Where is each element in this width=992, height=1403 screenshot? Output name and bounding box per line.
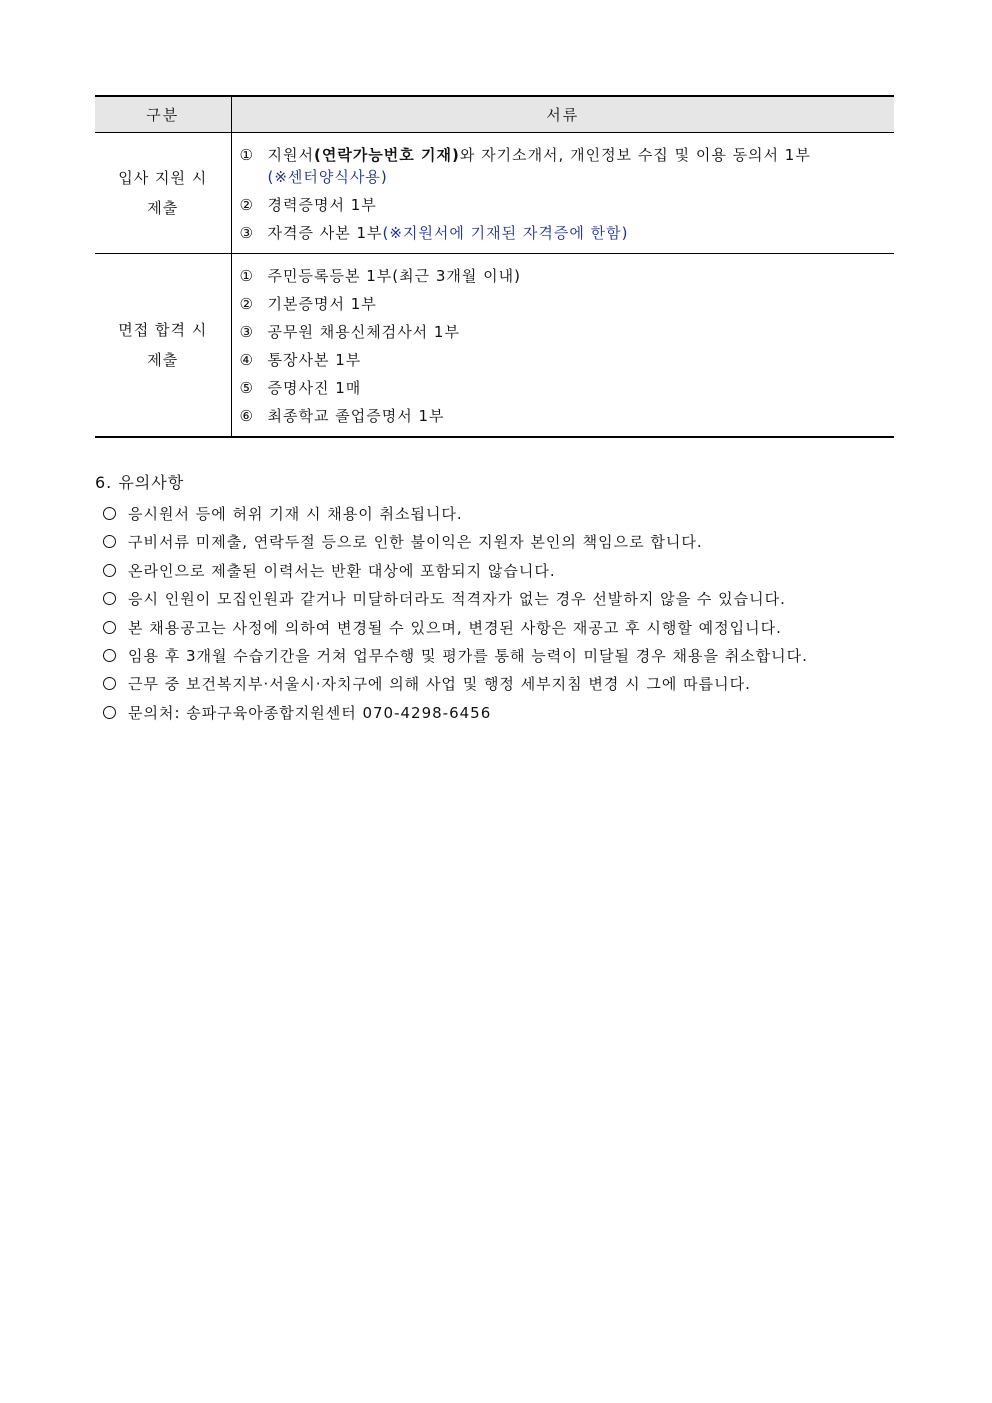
list-item (100, 500, 900, 528)
documents-cell (231, 133, 894, 254)
circle-icon (103, 592, 116, 605)
table-row (95, 133, 894, 254)
item-note: (※지원서에 기재된 자격증에 한함) (382, 224, 629, 242)
list-item (232, 402, 895, 430)
list-item (232, 191, 895, 219)
circle-icon (103, 677, 116, 690)
list-item (100, 528, 900, 556)
category-line: 제출 (147, 199, 179, 217)
item-number: ① (239, 267, 254, 285)
category-line: 면접 합격 시 (118, 321, 208, 339)
header-category: 구분 (95, 96, 231, 133)
circle-icon (103, 535, 116, 548)
item-text-post: 와 자기소개서, 개인정보 수집 및 이용 동의서 1부 (459, 146, 811, 164)
note-text: 문의처: 송파구육아종합지원센터 070-4298-6456 (128, 703, 492, 722)
item-text: 증명사진 1매 (267, 379, 362, 397)
circle-icon (103, 649, 116, 662)
circle-icon (103, 507, 116, 520)
item-text (268, 144, 895, 188)
list-item (232, 219, 895, 247)
notes-list (100, 500, 900, 727)
item-text: 공무원 채용신체검사서 1부 (267, 323, 460, 341)
list-item (232, 290, 895, 318)
list-item (232, 374, 895, 402)
note-text: 본 채용공고는 사정에 의하여 변경될 수 있으며, 변경된 사항은 재공고 후 시행할 예정입니다. (128, 618, 782, 637)
item-number: ⑥ (239, 407, 254, 425)
category-cell (95, 133, 231, 254)
header-documents: 서류 (231, 96, 894, 133)
item-note: (※센터양식사용) (267, 168, 388, 186)
item-number: ③ (239, 323, 254, 341)
item-text-bold: (연락가능번호 기재) (313, 146, 460, 164)
note-text: 온라인으로 제출된 이력서는 반환 대상에 포함되지 않습니다. (128, 561, 556, 580)
list-item (232, 346, 895, 374)
list-item (232, 262, 895, 290)
circle-icon (103, 621, 116, 634)
list-item (232, 141, 895, 191)
note-text: 구비서류 미제출, 연락두절 등으로 인한 불이익은 지원자 본인의 책임으로 합니다. (128, 533, 703, 552)
list-item (100, 614, 900, 642)
item-text: 경력증명서 1부 (267, 196, 377, 214)
item-number: ④ (239, 351, 254, 369)
section-title: 6. 유의사항 (95, 473, 185, 492)
note-text: 임용 후 3개월 수습기간을 거쳐 업무수행 및 평가를 통해 능력이 미달될 경우 채용을 취소합니다. (128, 646, 808, 665)
item-number: ② (239, 196, 254, 214)
item-number: ② (239, 295, 254, 313)
item-number: ① (239, 146, 254, 164)
item-number: ③ (239, 224, 254, 242)
document-list (232, 254, 895, 436)
documents-cell (231, 254, 894, 438)
table-row (95, 254, 894, 438)
item-text: 최종학교 졸업증명서 1부 (267, 407, 445, 425)
item-text: 통장사본 1부 (267, 351, 362, 369)
note-text: 응시 인원이 모집인원과 같거나 미달하더라도 적격자가 없는 경우 선발하지 않을 수 있습니다. (128, 590, 786, 609)
item-text: 주민등록등본 1부(최근 3개월 이내) (267, 267, 521, 285)
list-item (100, 585, 900, 613)
note-text: 근무 중 보건복지부·서울시·자치구에 의해 사업 및 행정 세부지침 변경 시 그에 따릅니다. (128, 675, 751, 694)
list-item (100, 699, 900, 727)
item-text: 기본증명서 1부 (267, 295, 377, 313)
item-number: ⑤ (239, 379, 254, 397)
category-line: 제출 (147, 351, 179, 369)
item-text-pre: 지원서 (267, 146, 314, 164)
list-item (100, 557, 900, 585)
table-header-row (95, 96, 894, 133)
note-text: 응시원서 등에 허위 기재 시 채용이 취소됩니다. (128, 505, 463, 523)
circle-icon (103, 564, 116, 577)
list-item (100, 642, 900, 670)
list-item (232, 318, 895, 346)
circle-icon (103, 706, 116, 719)
category-cell (95, 254, 231, 438)
document-list (232, 133, 895, 253)
category-line: 입사 지원 시 (118, 169, 208, 187)
list-item (100, 670, 900, 698)
item-text (268, 219, 895, 247)
documents-table (95, 95, 894, 438)
item-text-main: 자격증 사본 1부 (267, 224, 383, 242)
